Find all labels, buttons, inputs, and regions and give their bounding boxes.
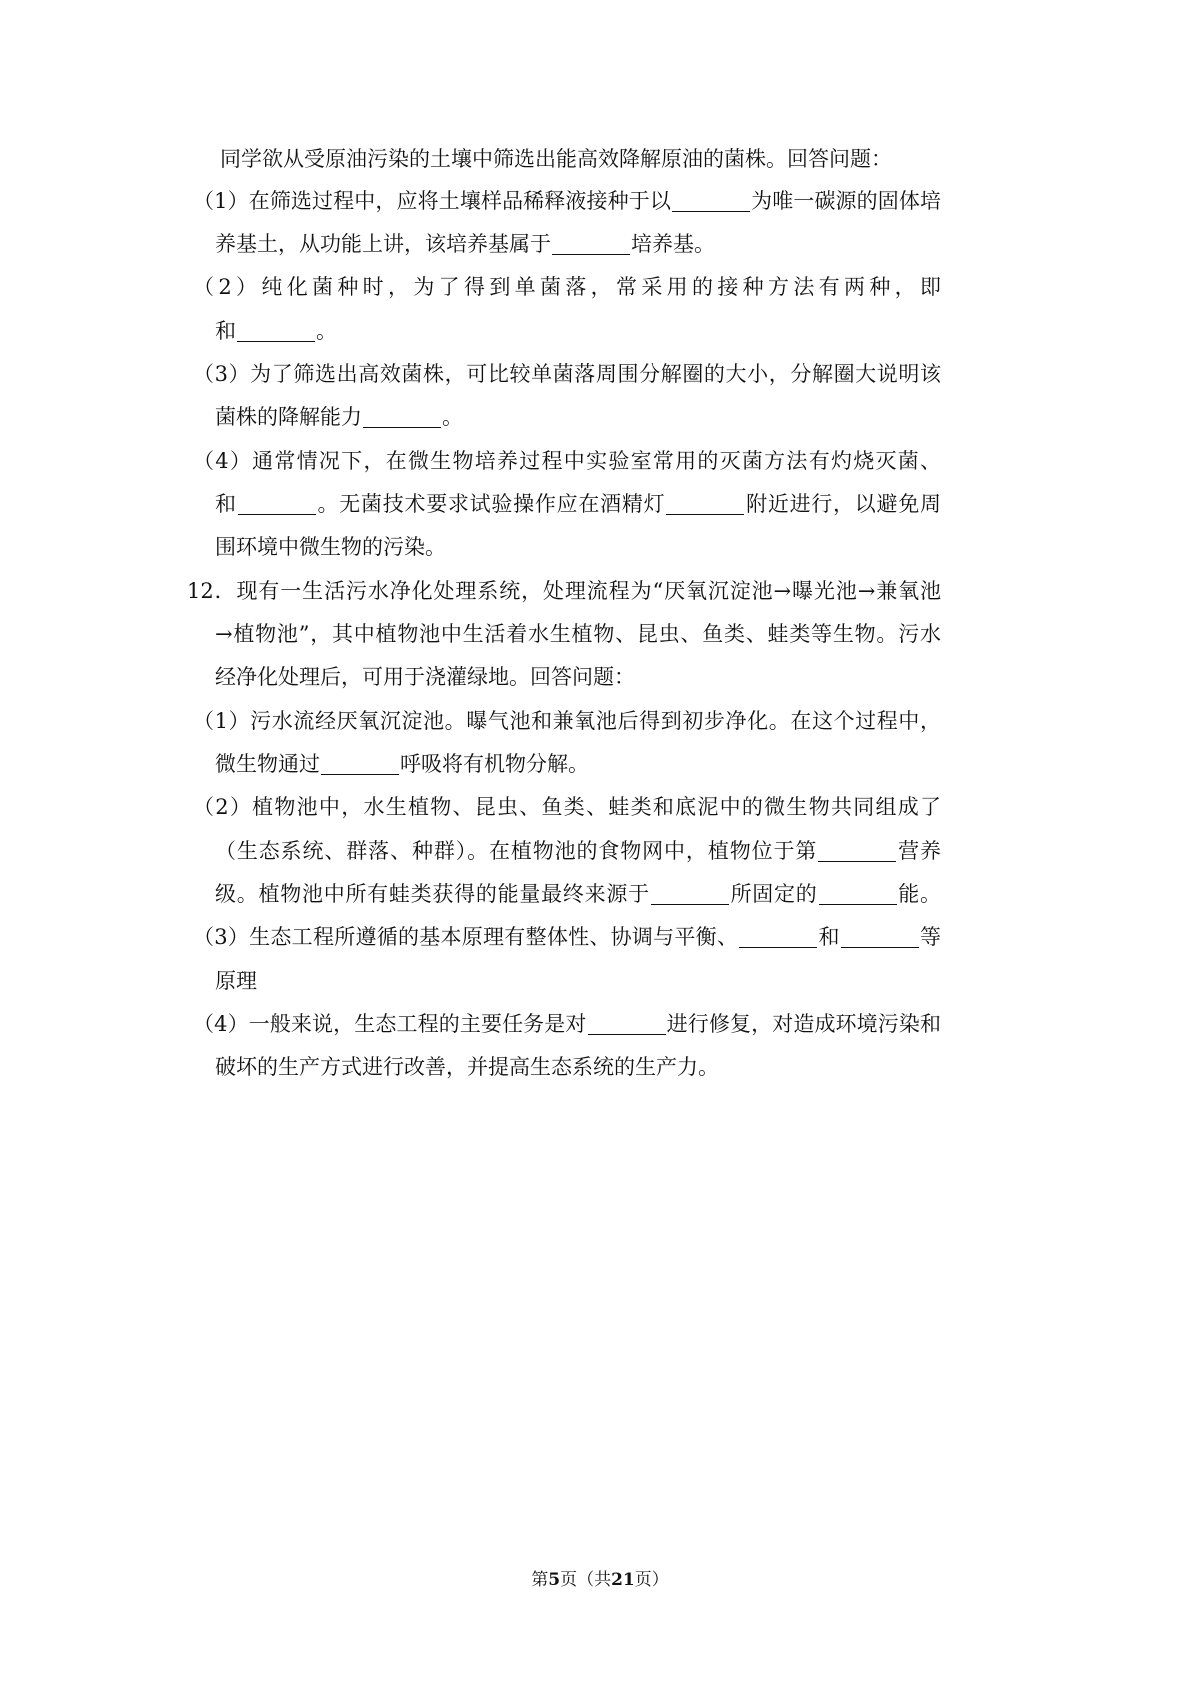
text-line	[193, 446, 941, 476]
answer-blank	[588, 1012, 666, 1035]
text-line	[215, 966, 257, 996]
text-line	[215, 532, 446, 562]
text-line	[215, 879, 941, 909]
text-line	[215, 229, 715, 259]
answer-blank	[363, 405, 441, 428]
answer-blank	[739, 925, 817, 948]
question-text: 和	[215, 319, 236, 343]
question-text: →植物池”，其中植物池中生活着水生植物、昆虫、鱼类、蛙类等生物。污水	[215, 622, 941, 646]
question-text: 和	[818, 925, 840, 949]
question-text: 培养基。	[631, 232, 715, 256]
text-line	[215, 402, 463, 432]
page-footer	[0, 1568, 1200, 1592]
question-text: 围环境中微生物的污染。	[215, 535, 446, 559]
answer-blank	[666, 492, 744, 515]
question-text: 。	[442, 405, 463, 429]
question-text: （1）在筛选过程中，应将土壤样品稀释液接种于以	[193, 189, 671, 213]
question-text: 。无菌技术要求试验操作应在酒精灯	[316, 492, 666, 516]
question-text: （2）植物池中，水生植物、昆虫、鱼类、蛙类和底泥中的微生物共同组成了	[193, 795, 941, 819]
question-text: 为唯一碳源的固体培	[750, 189, 942, 213]
text-line	[187, 576, 941, 606]
question-text: 能。	[897, 882, 942, 906]
question-text: 附近进行，以避免周	[745, 492, 942, 516]
footer-prefix: 第	[531, 1570, 549, 1590]
answer-blank	[321, 752, 399, 775]
text-line	[215, 1052, 719, 1082]
text-line	[215, 749, 589, 779]
question-text: 等	[919, 925, 942, 949]
question-text: 营养	[897, 839, 942, 863]
answer-blank	[238, 492, 316, 515]
text-line	[193, 792, 941, 822]
question-text: （3）生态工程所遵循的基本原理有整体性、协调与平衡、	[193, 925, 739, 949]
question-text: （3）为了筛选出高效菌株，可比较单菌落周围分解圈的大小，分解圈大说明该	[193, 362, 941, 386]
answer-blank	[552, 232, 630, 255]
answer-blank	[819, 882, 897, 905]
question-text: （4）一般来说，生态工程的主要任务是对	[193, 1012, 587, 1036]
question-text: （1）污水流经厌氧沉淀池。曝气池和兼氧池后得到初步净化。在这个过程中，	[193, 709, 941, 733]
text-line	[193, 922, 941, 952]
question-text: 菌株的降解能力	[215, 405, 362, 429]
answer-blank	[237, 319, 315, 342]
question-text: 养基土，从功能上讲，该培养基属于	[215, 232, 551, 256]
question-text: 12．现有一生活污水净化处理系统，处理流程为“厌氧沉淀池→曝光池→兼氧池	[187, 579, 941, 603]
question-text: 呼吸将有机物分解。	[400, 752, 589, 776]
question-text: 破坏的生产方式进行改善，并提高生态系统的生产力。	[215, 1055, 719, 1079]
question-text: 进行修复，对造成环境污染和	[666, 1012, 942, 1036]
intro-text: 同学欲从受原油污染的土壤中筛选出能高效降解原油的菌株。回答问题：	[220, 147, 892, 171]
question-text: 和	[215, 492, 237, 516]
text-line	[220, 144, 892, 174]
page-number: 5	[548, 1570, 561, 1590]
text-line	[193, 272, 941, 302]
question-text: 级。植物池中所有蛙类获得的能量最终来源于	[215, 882, 650, 906]
answer-blank	[841, 925, 919, 948]
text-line	[215, 619, 941, 649]
question-text: （4）通常情况下，在微生物培养过程中实验室常用的灭菌方法有灼烧灭菌、	[193, 449, 941, 473]
question-text: （2）纯化菌种时，为了得到单菌落，常采用的接种方法有两种，即	[193, 275, 941, 299]
footer-middle: 页（共	[560, 1570, 612, 1590]
text-line	[193, 706, 941, 736]
answer-blank	[818, 839, 896, 862]
footer-suffix: 页）	[634, 1570, 669, 1590]
text-line	[193, 1009, 941, 1039]
question-text: 所固定的	[729, 882, 818, 906]
total-pages: 21	[611, 1570, 635, 1590]
text-line	[215, 662, 635, 692]
question-text: 。	[316, 319, 337, 343]
question-text: 原理	[215, 969, 257, 993]
text-line	[193, 186, 941, 216]
text-line	[215, 489, 941, 519]
answer-blank	[672, 189, 750, 212]
text-line	[193, 359, 941, 389]
text-line	[215, 836, 941, 866]
question-text: 微生物通过	[215, 752, 320, 776]
answer-blank	[651, 882, 729, 905]
question-text: （生态系统、群落、种群）。在植物池的食物网中，植物位于第	[215, 839, 818, 863]
text-line	[215, 316, 337, 346]
question-text: 经净化处理后，可用于浇灌绿地。回答问题：	[215, 665, 635, 689]
